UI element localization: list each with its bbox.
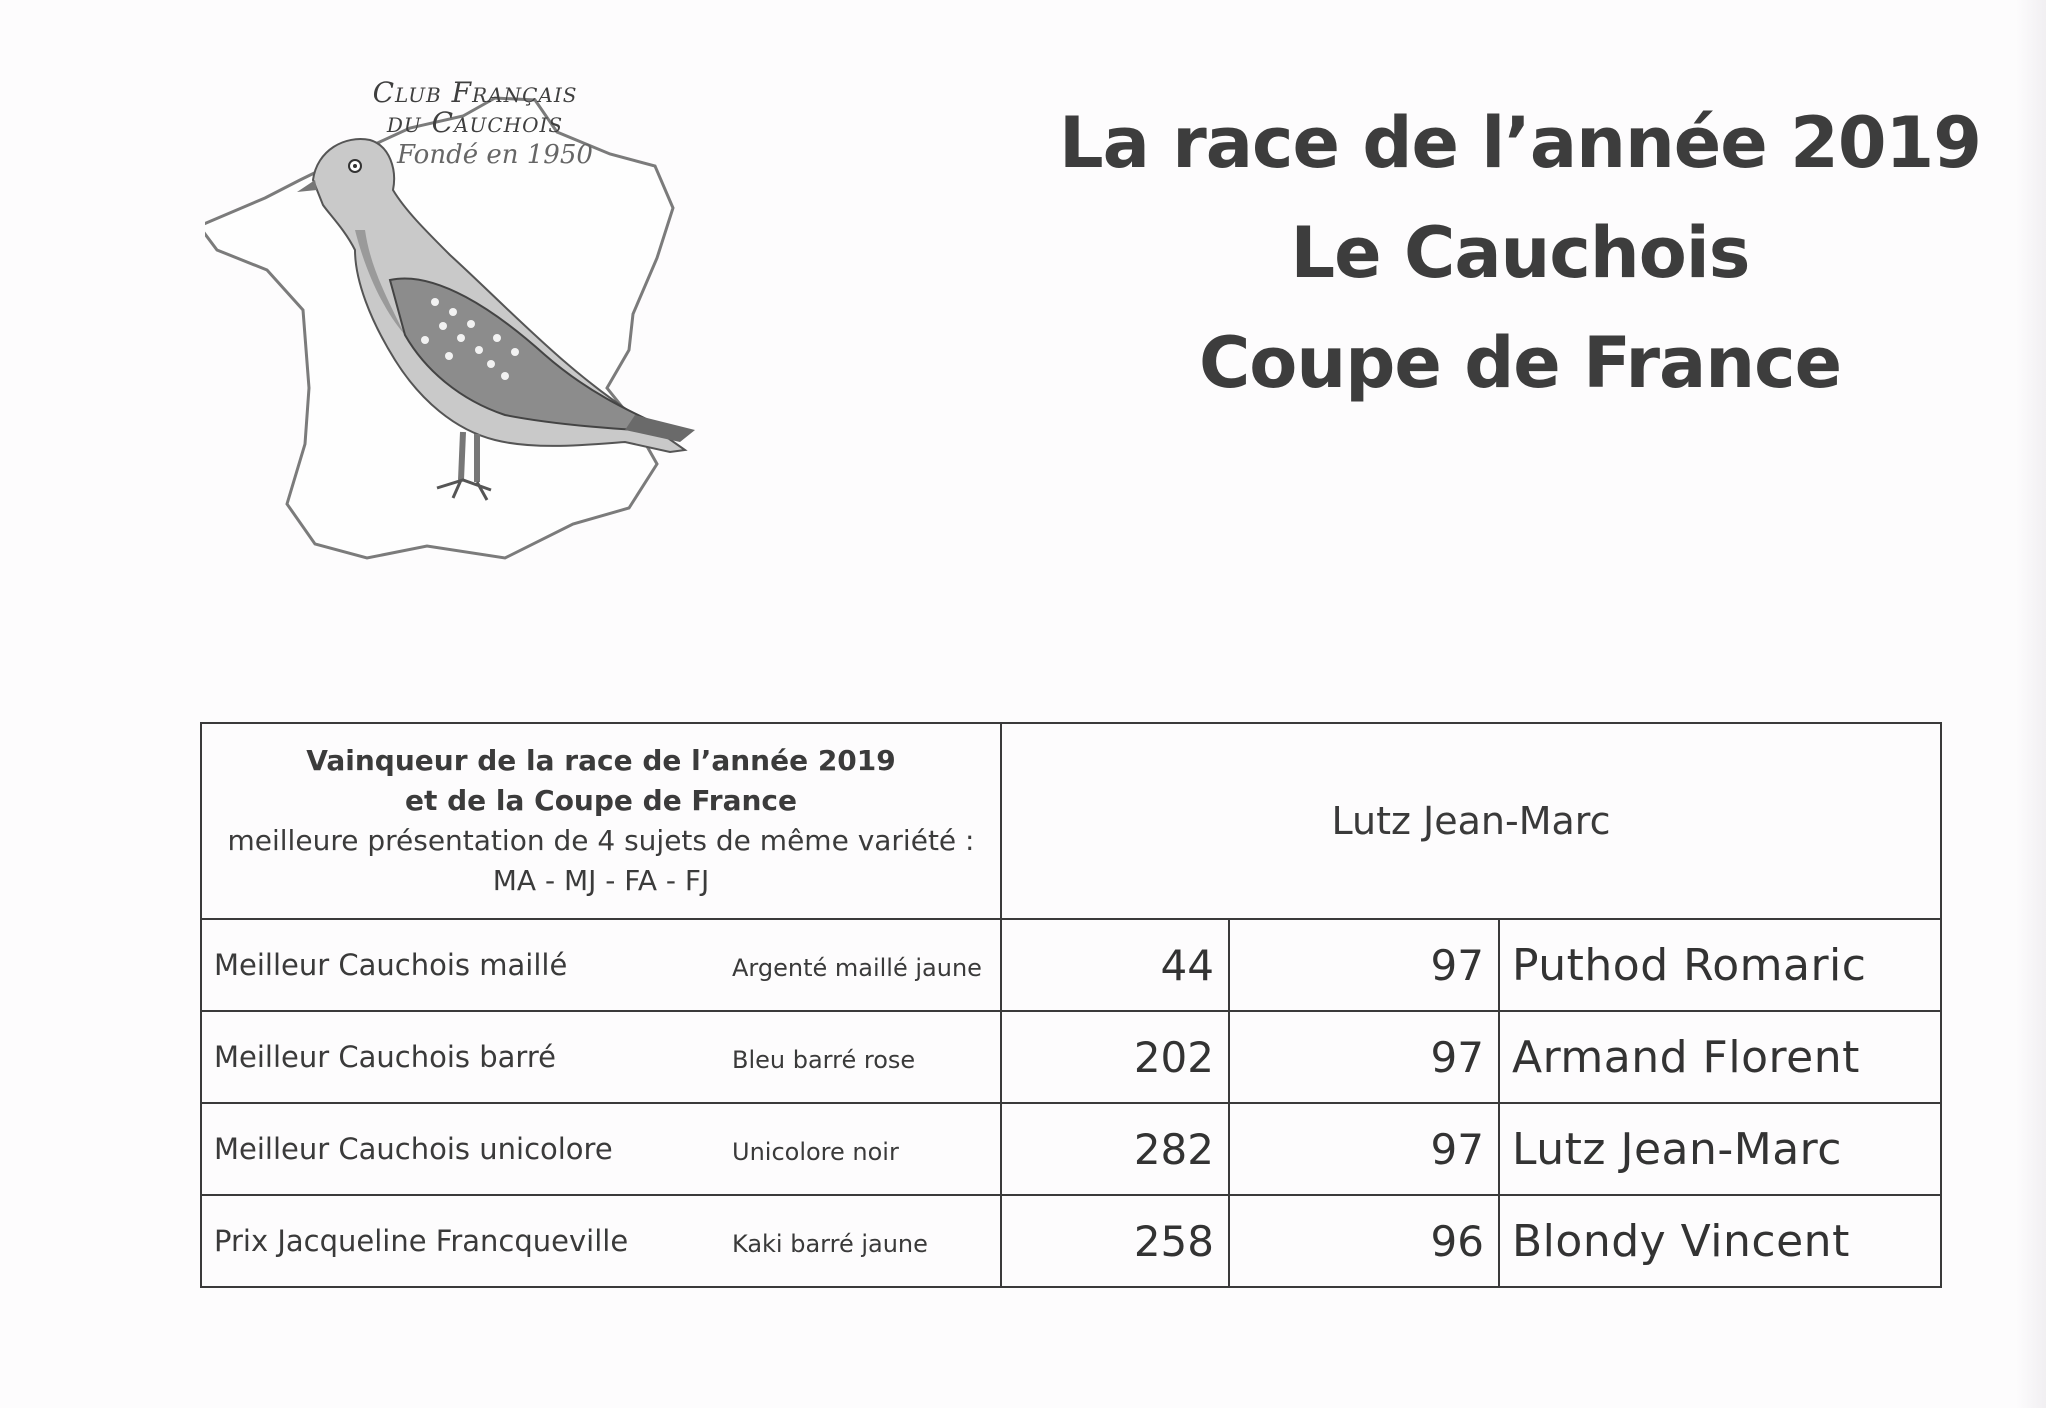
club-name-line1: Club Français xyxy=(372,76,578,109)
winner-desc-line2: et de la Coupe de France xyxy=(405,784,797,817)
table-row xyxy=(201,919,1941,1011)
page-title xyxy=(1020,88,2020,418)
club-founded: Fondé en 1950 xyxy=(397,140,593,170)
cage-number: 258 xyxy=(1001,1195,1229,1287)
winner-desc-line4: MA - MJ - FA - FJ xyxy=(492,864,710,897)
prize-cell xyxy=(201,1103,1001,1195)
prize-cell xyxy=(201,1195,1001,1287)
title-line-2: Le Cauchois xyxy=(1290,212,1750,294)
prize-label: Meilleur Cauchois unicolore xyxy=(214,1132,613,1166)
winner-row xyxy=(201,723,1941,919)
scan-edge-shadow xyxy=(2016,0,2046,1408)
table-row xyxy=(201,1011,1941,1103)
points: 96 xyxy=(1229,1195,1499,1287)
exhibitor-name: Blondy Vincent xyxy=(1499,1195,1941,1287)
winner-desc-line1: Vainqueur de la race de l’année 2019 xyxy=(306,744,896,777)
exhibitor-name: Puthod Romaric xyxy=(1499,919,1941,1011)
prize-variety: Kaki barré jaune xyxy=(732,1230,928,1258)
title-line-1: La race de l’année 2019 xyxy=(1059,102,1981,184)
exhibitor-name: Armand Florent xyxy=(1499,1011,1941,1103)
prize-label: Prix Jacqueline Francqueville xyxy=(214,1224,629,1258)
prize-variety: Unicolore noir xyxy=(732,1138,899,1166)
cage-number: 44 xyxy=(1001,919,1229,1011)
prize-cell xyxy=(201,919,1001,1011)
prize-label: Meilleur Cauchois maillé xyxy=(214,948,568,982)
cage-number: 202 xyxy=(1001,1011,1229,1103)
winner-desc-line3: meilleure présentation de 4 sujets de même variété : xyxy=(227,824,975,857)
title-line-3: Coupe de France xyxy=(1198,322,1842,404)
table-row xyxy=(201,1103,1941,1195)
club-name xyxy=(315,78,635,170)
club-name-line2: du Cauchois xyxy=(386,106,564,139)
prize-variety: Bleu barré rose xyxy=(732,1046,916,1074)
results-table xyxy=(200,722,1942,1288)
cage-number: 282 xyxy=(1001,1103,1229,1195)
points: 97 xyxy=(1229,1103,1499,1195)
exhibitor-name: Lutz Jean-Marc xyxy=(1499,1103,1941,1195)
prize-variety: Argenté maillé jaune xyxy=(732,954,982,982)
points: 97 xyxy=(1229,919,1499,1011)
prize-label: Meilleur Cauchois barré xyxy=(214,1040,556,1074)
winner-name: Lutz Jean-Marc xyxy=(1001,723,1941,919)
table-row xyxy=(201,1195,1941,1287)
prize-cell xyxy=(201,1011,1001,1103)
winner-description xyxy=(201,723,1001,919)
points: 97 xyxy=(1229,1011,1499,1103)
